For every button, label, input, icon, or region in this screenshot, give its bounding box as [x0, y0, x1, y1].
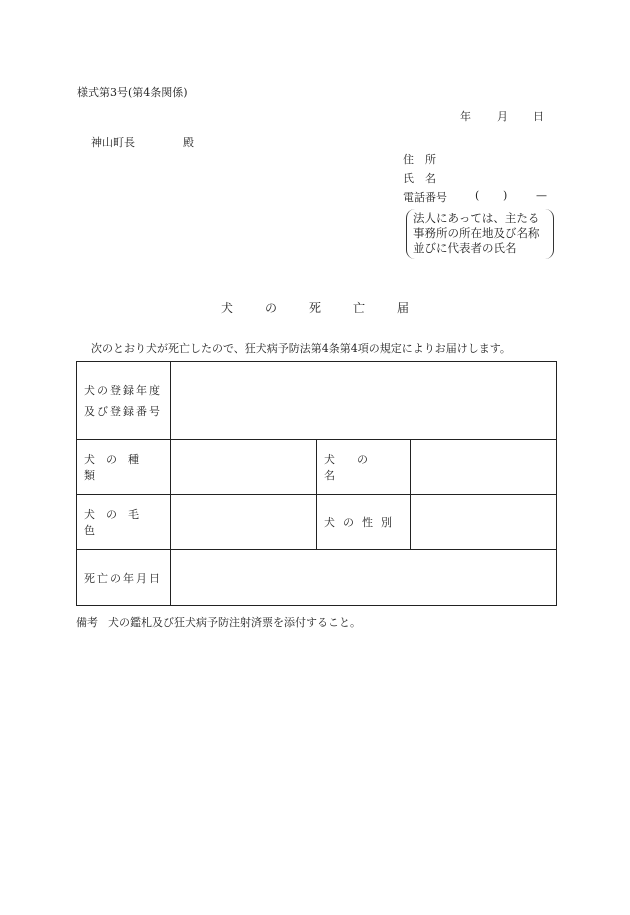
coat-color-field[interactable]: [171, 495, 317, 550]
remark: [76, 614, 361, 630]
title-char: 犬: [220, 301, 233, 315]
phone-label: 電話番号: [403, 191, 447, 204]
registration-label-line: 犬の登録年度: [84, 383, 162, 397]
sex-field[interactable]: [411, 495, 557, 550]
registration-label-line: 及び登録番号: [84, 404, 162, 418]
note-line: 並びに代表者の氏名: [413, 241, 517, 255]
phone-close-paren: ): [503, 189, 508, 202]
registration-label: [77, 362, 171, 440]
title-char: 亡: [353, 301, 366, 315]
date-day: 日: [533, 110, 544, 123]
document-title: [0, 299, 630, 316]
honorific: 殿: [183, 136, 194, 149]
date-year: 年: [460, 110, 471, 123]
note-line: 法人にあっては、主たる: [413, 211, 540, 225]
death-date-field[interactable]: [171, 550, 557, 606]
table-row: [77, 550, 557, 606]
table-row: [77, 495, 557, 550]
recipient: 神山町長: [91, 136, 135, 149]
note-line: 事務所の所在地及び名称: [413, 226, 540, 240]
name-label: 氏名: [403, 172, 447, 185]
breed-label: 犬の種類: [77, 440, 171, 495]
title-char: の: [264, 301, 277, 315]
address-label: 住所: [403, 153, 447, 166]
title-char: 死: [308, 301, 321, 315]
coat-color-label: 犬の毛色: [77, 495, 171, 550]
dog-name-field[interactable]: [411, 440, 557, 495]
date-month: 月: [497, 110, 508, 123]
sex-label: 犬の性別: [317, 495, 411, 550]
corporate-note: [406, 209, 554, 259]
phone-open-paren: (: [475, 189, 480, 202]
form-number: 様式第3号(第4条関係): [77, 86, 188, 99]
intro-text: 次のとおり犬が死亡したので、狂犬病予防法第4条第4項の規定によりお届けします。: [91, 342, 511, 355]
title-char: 届: [397, 301, 410, 315]
table-row: [77, 362, 557, 440]
breed-field[interactable]: [171, 440, 317, 495]
phone-dash: —: [536, 189, 547, 202]
remark-head: 備考: [76, 616, 98, 629]
notification-table: [76, 361, 557, 606]
death-date-label: 死亡の年月日: [77, 550, 171, 606]
table-row: [77, 440, 557, 495]
dog-name-label: 犬の名: [317, 440, 411, 495]
registration-field[interactable]: [171, 362, 557, 440]
remark-text: 犬の鑑札及び狂犬病予防注射済票を添付すること。: [108, 616, 361, 629]
